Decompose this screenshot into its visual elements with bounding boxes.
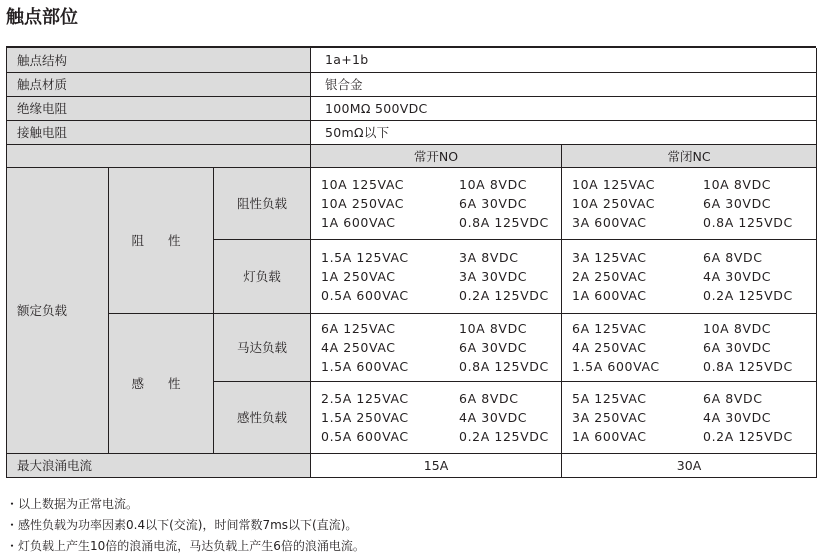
inrush-no-value: 15A [311, 453, 562, 477]
page-title: 触点部位 [6, 7, 78, 28]
table-row [7, 453, 817, 477]
header-normally-closed: 常闭NC [562, 144, 817, 167]
group-inductive: 感 性 [109, 313, 214, 453]
contact-spec-table [6, 48, 817, 478]
nc-values-cell: 3A 125VAC 6A 8VDC 2A 250VAC 4A 30VDC 1A 600VAC 0.2A 125VDC [562, 239, 817, 313]
load-name: 灯负载 [214, 239, 311, 313]
nc-values-cell: 5A 125VAC 6A 8VDC 3A 250VAC 4A 30VDC 1A 600VAC 0.2A 125VDC [562, 381, 817, 453]
no-values-cell: 2.5A 125VAC 6A 8VDC 1.5A 250VAC 4A 30VDC 0.5A 600VAC 0.2A 125VDC [311, 381, 562, 453]
no-values-cell: 6A 125VAC 10A 8VDC 4A 250VAC 6A 30VDC 1.5A 600VAC 0.8A 125VDC [311, 313, 562, 381]
row-label: 接触电阻 [7, 120, 311, 144]
nc-values-cell: 6A 125VAC 10A 8VDC 4A 250VAC 6A 30VDC 1.5A 600VAC 0.8A 125VDC [562, 313, 817, 381]
notes [6, 494, 365, 557]
row-label: 触点结构 [7, 48, 311, 72]
row-value: 1a+1b [311, 48, 817, 72]
inrush-nc-value: 30A [562, 453, 817, 477]
header-normally-open: 常开NO [311, 144, 562, 167]
row-value: 银合金 [311, 72, 817, 96]
table-row [7, 120, 817, 144]
table-row [7, 72, 817, 96]
note-line: ・感性负载为功率因素0.4以下(交流)，时间常数7ms以下(直流)。 [6, 518, 358, 532]
header-blank [7, 144, 311, 167]
table-row [7, 48, 817, 72]
load-name: 阻性负载 [214, 167, 311, 239]
row-value: 50mΩ以下 [311, 120, 817, 144]
group-resistive: 阻 性 [109, 167, 214, 313]
table-row [7, 313, 817, 381]
nc-values-cell: 10A 125VAC 10A 8VDC 10A 250VAC 6A 30VDC 3A 600VAC 0.8A 125VDC [562, 167, 817, 239]
inrush-label: 最大浪涌电流 [7, 453, 311, 477]
load-name: 马达负载 [214, 313, 311, 381]
row-label: 触点材质 [7, 72, 311, 96]
note-line: ・以上数据为正常电流。 [6, 497, 139, 511]
row-value: 100MΩ 500VDC [311, 96, 817, 120]
row-label: 绝缘电阻 [7, 96, 311, 120]
no-values-cell: 1.5A 125VAC 3A 8VDC 1A 250VAC 3A 30VDC 0.5A 600VAC 0.2A 125VDC [311, 239, 562, 313]
load-name: 感性负载 [214, 381, 311, 453]
column-header-row [7, 144, 817, 167]
rated-load-label: 额定负载 [7, 167, 109, 453]
note-line: ・灯负载上产生10倍的浪涌电流，马达负载上产生6倍的浪涌电流。 [6, 539, 365, 553]
no-values-cell: 10A 125VAC 10A 8VDC 10A 250VAC 6A 30VDC 1A 600VAC 0.8A 125VDC [311, 167, 562, 239]
table-row [7, 167, 817, 239]
table-row [7, 96, 817, 120]
